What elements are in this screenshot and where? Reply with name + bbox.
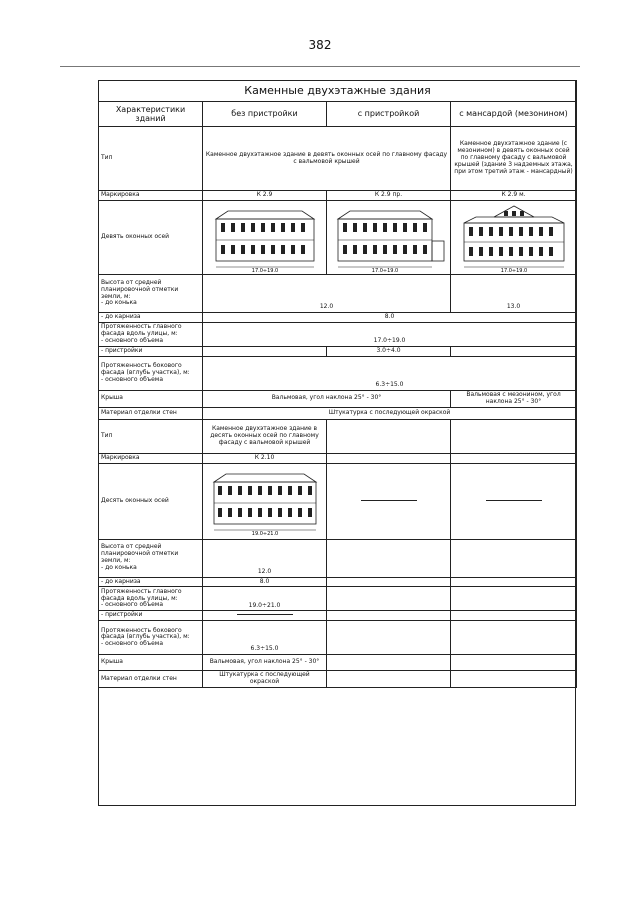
- dash-line: [361, 500, 417, 501]
- dimension-label: 17.0÷19.0: [371, 267, 398, 273]
- building-facade-drawing: [330, 203, 448, 273]
- main-volume-label: - основного объема: [101, 336, 164, 344]
- header-col1: без пристройки: [203, 102, 327, 127]
- main-volume-value-2: 19.0÷21.0: [203, 587, 327, 611]
- ridge-value-2: 12.0: [203, 539, 327, 577]
- dimension-label: 17.0÷19.0: [251, 267, 278, 273]
- type-label-2: Тип: [99, 419, 203, 453]
- cornice-value-2: 8.0: [203, 577, 327, 587]
- side-facade-head: Протяженность бокового фасада (вглубь участка), м:: [101, 361, 190, 376]
- marking-col1: К 2.9: [203, 191, 327, 201]
- building-facade-drawing: [454, 203, 574, 273]
- main-facade-label-2: [99, 587, 203, 611]
- side-facade-label: [99, 356, 203, 390]
- header-col2: с пристройкой: [327, 102, 451, 127]
- marking-label: Маркировка: [99, 191, 203, 201]
- page-number: 382: [308, 38, 332, 52]
- roof-value: Вальмовая, угол наклона 25° - 30°: [203, 390, 451, 407]
- roof-value-2: Вальмовая, угол наклона 25° - 30°: [203, 655, 327, 671]
- ridge-value-col3: 13.0: [451, 275, 577, 313]
- to-cornice-label-2: - до карниза: [99, 577, 203, 587]
- header-rule: [60, 66, 580, 67]
- annex-label-2: - пристройки: [99, 611, 203, 621]
- side-volume-value-2: 6.3÷15.0: [203, 621, 327, 655]
- side-volume-label-2: - основного объема: [101, 640, 164, 648]
- finish-value: Штукатурка с последующей окраской: [203, 407, 577, 419]
- side-facade-label-2: [99, 621, 203, 655]
- ten-axes-label: Десять оконных осей: [99, 463, 203, 539]
- dash-line: [237, 614, 293, 615]
- facade-drawing-col1: [203, 201, 327, 275]
- marking-value-2: К 2.10: [203, 453, 327, 463]
- type-value: Каменное двухэтажное здание в девять оконных осей по главному фасаду с вальмовой крышей: [203, 127, 451, 191]
- nine-axes-label: Девять оконных осей: [99, 201, 203, 275]
- type-value-2: Каменное двухэтажное здание в десять оконных осей по главному фасаду с вальмовой крышей: [203, 419, 327, 453]
- header-col3: с мансардой (мезонином): [451, 102, 577, 127]
- buildings-table: [98, 80, 577, 688]
- finish-label: Материал отделки стен: [99, 407, 203, 419]
- roof-value-col3: Вальмовая с мезонином, угол наклона 25° - 30°: [451, 390, 577, 407]
- cornice-value: 8.0: [203, 313, 577, 323]
- dimension-label: 19.0÷21.0: [251, 531, 278, 537]
- annex-value: 3.0÷4.0: [327, 346, 451, 356]
- building-facade-drawing: [206, 466, 324, 536]
- annex-label: - пристройки: [99, 346, 203, 356]
- table-title: Каменные двухэтажные здания: [99, 81, 577, 102]
- main-facade-head: Протяженность главного фасада вдоль улицы, м:: [101, 323, 182, 337]
- side-facade-head-2: Протяженность бокового фасада (вглубь участка), м:: [101, 626, 190, 641]
- marking-label-2: Маркировка: [99, 453, 203, 463]
- main-facade-head-2: Протяженность главного фасада вдоль улицы, м:: [101, 587, 182, 602]
- dash-line: [486, 500, 542, 501]
- finish-value-2: Штукатурка с последующей окраской: [203, 671, 327, 688]
- finish-label-2: Материал отделки стен: [99, 671, 203, 688]
- dimension-label: 17.0÷19.0: [500, 267, 527, 273]
- to-ridge-label-2: - до конька: [101, 563, 137, 571]
- facade-drawing-2: [203, 463, 327, 539]
- to-cornice-label: - до карниза: [99, 313, 203, 323]
- side-volume-value: 6.3÷15.0: [203, 356, 577, 390]
- type-value-col3: Каменное двухэтажное здание (с мезонином) в девять оконных осей по главному фасаду с вальмовой крышей (здание 3 надземных этажа, при этом третий этаж - мансардный): [451, 127, 577, 191]
- height-head-2: Высота от средней планировочной отметки земли, м:: [101, 543, 179, 565]
- facade-drawing-col2: [327, 201, 451, 275]
- side-volume-label: - основного объема: [101, 375, 164, 383]
- marking-col3: К 2.9 м.: [451, 191, 577, 201]
- ridge-value: 12.0: [203, 275, 451, 313]
- building-facade-drawing: [206, 203, 324, 273]
- header-characteristics: Характеристики зданий: [99, 102, 203, 127]
- to-ridge-label: - до конька: [101, 299, 137, 307]
- height-ridge-label: [99, 275, 203, 313]
- main-volume-value: 17.0÷19.0: [203, 322, 577, 346]
- roof-label: Крыша: [99, 390, 203, 407]
- height-ridge-label-2: [99, 539, 203, 577]
- main-volume-label-2: - основного объема: [101, 601, 164, 609]
- height-head: Высота от средней планировочной отметки земли, м:: [101, 278, 179, 300]
- marking-col2: К 2.9 пр.: [327, 191, 451, 201]
- roof-label-2: Крыша: [99, 655, 203, 671]
- main-facade-label: [99, 322, 203, 346]
- facade-drawing-col3: [451, 201, 577, 275]
- type-label: Тип: [99, 127, 203, 191]
